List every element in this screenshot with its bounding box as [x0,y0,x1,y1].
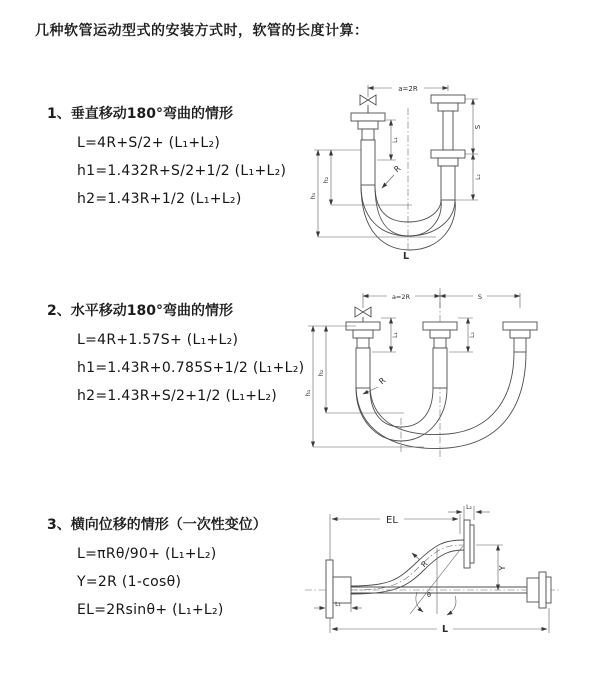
right-fitting [431,95,465,200]
angle-theta [410,546,463,615]
formula-h1: h1=1.432R+S/2+1/2 (L₁+L₂) [77,163,287,179]
formula-h1: h1=1.43R+0.785S+1/2 (L₁+L₂) [77,360,305,376]
dim-l1-label: L₁ [392,137,399,143]
dim-y-label: Y [498,565,507,571]
section-1-formulas [77,129,286,213]
section-3-formulas [77,540,267,624]
formula-L: L=πRθ/90+ (L₁+L₂) [77,546,217,562]
dim-l2 [448,504,490,520]
dim-s-label: S [477,293,483,301]
left-fitting [351,113,385,185]
diagram-lateral-displacement [300,500,600,650]
dim-l1-label: L₁ [392,332,399,338]
formula-h2: h2=1.43R+1/2 (L₁+L₂) [77,191,242,207]
diagram-horizontal-180-bend [300,280,595,465]
valve-icon [360,95,376,113]
middle-fitting [423,322,457,388]
dim-l1 [314,601,362,612]
radius-leader [382,164,403,188]
dim-h1-label: h₁ [304,389,312,397]
formula-EL: EL=2Rsinθ+ (L₁+L₂) [77,602,224,618]
length-label: L [402,251,410,262]
top-fitting [464,520,474,568]
formula-L: L=4R+S/2+ (L₁+L₂) [77,135,221,151]
radius-label: R [419,558,430,570]
dim-h2-label: h₂ [317,369,325,377]
s-curve-hose [351,540,464,594]
dim-l2-label: L₂ [469,332,476,338]
radius-label: R [377,375,388,387]
dim-el [330,512,460,560]
dim-a-label: a=2R [391,293,411,301]
dim-s [440,291,520,301]
right-fitting [527,572,551,608]
section-2-formulas [77,326,304,410]
section-3-heading: 3、横向位移的情形（一次性变位） [47,517,267,533]
dim-h1-label: h₁ [309,192,317,200]
dim-a-2r [363,291,520,308]
valve-icon [355,307,371,322]
dim-a-label: a=2R [398,85,418,93]
section-2 [47,300,304,410]
dim-l1 [377,120,399,160]
formula-L: L=4R+1.57S+ (L₁+L₂) [77,332,239,348]
dim-el-label: EL [386,515,398,526]
dim-l2-label: L₂ [475,174,482,180]
section-1-heading: 1、垂直移动180°弯曲的情形 [47,106,233,122]
formula-Y: Y=2R (1-cosθ) [77,574,182,590]
formula-h2: h2=1.43R+S/2+1/2 (L₁+L₂) [77,388,278,404]
dim-s [455,99,482,200]
left-fitting [326,560,351,618]
radius-label: R [392,163,403,175]
dim-l-label: L [441,624,449,635]
dim-s-label: S [474,124,482,130]
dim-h2-label: h₂ [322,176,330,184]
page-title: 几种软管运动型式的安装方式时，软管的长度计算： [35,23,369,39]
section-3 [47,514,267,624]
dim-l [330,608,549,635]
right-fitting [503,322,537,352]
radius-leader [412,553,429,569]
dim-l1-label: L₁ [335,601,341,608]
left-fitting [346,322,380,388]
dim-l2 [473,154,482,200]
angle-theta-label: θ [427,591,431,599]
diagram-vertical-180-bend [300,65,595,265]
section-1 [47,103,286,213]
section-2-heading: 2、水平移动180°弯曲的情形 [47,303,233,319]
dim-l2-label: L₂ [466,504,472,511]
dim-y [476,545,507,590]
